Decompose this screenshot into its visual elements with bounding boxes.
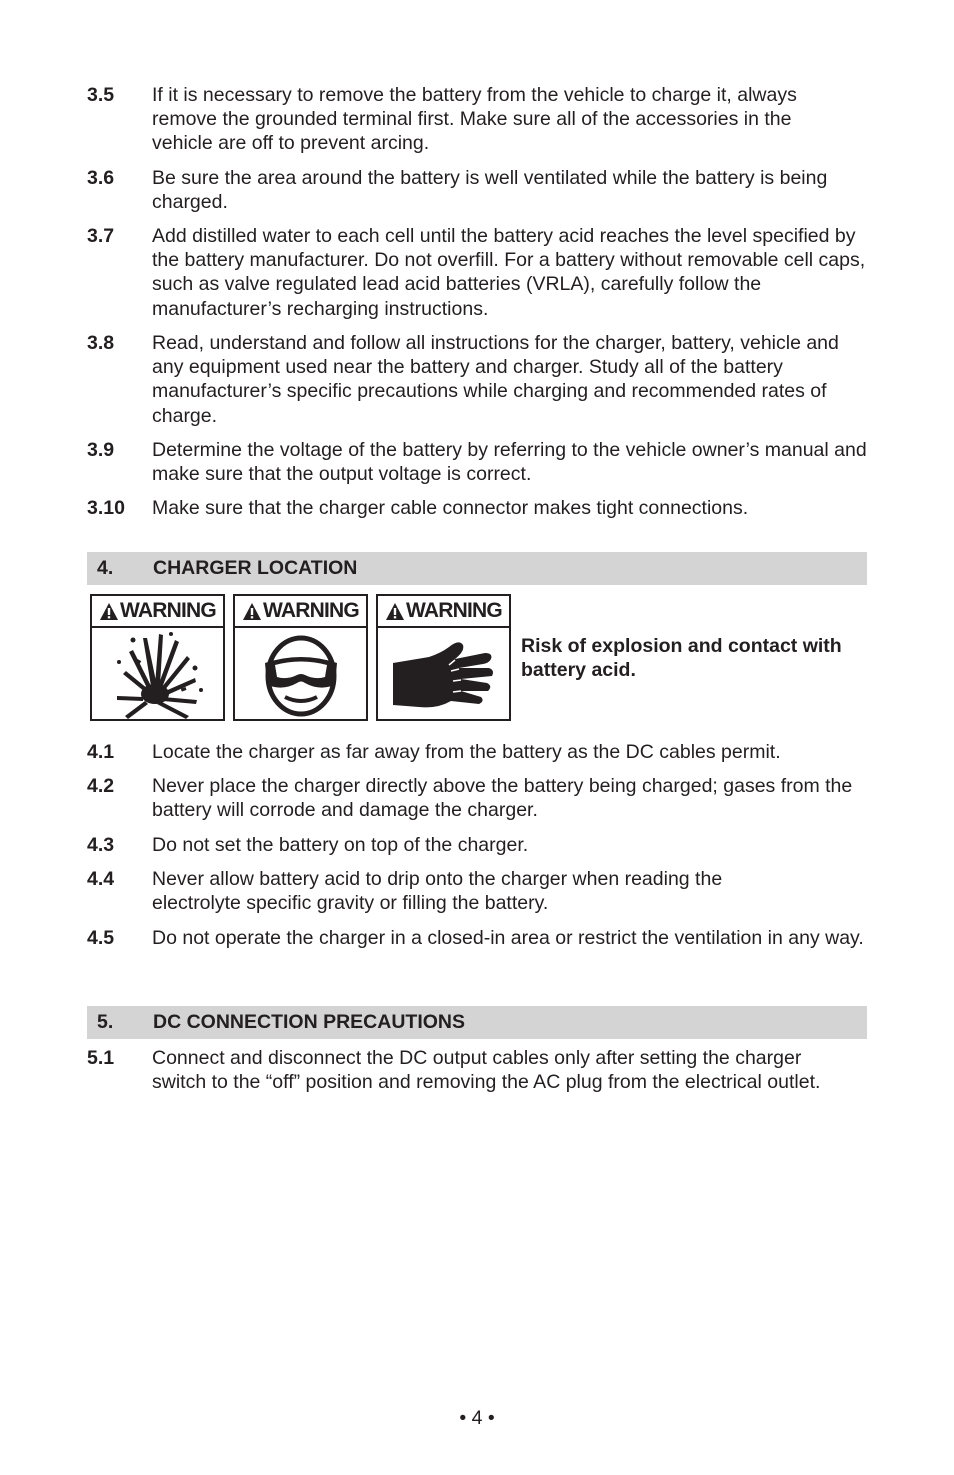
list-item [87, 83, 867, 156]
item-text: Make sure that the charger cable connector makes tight connections. [152, 497, 749, 519]
list-item [87, 224, 867, 321]
warning-triangle-icon [242, 602, 262, 621]
item-text: Be sure the area around the battery is well ventilated while the battery is being charged. [152, 167, 828, 214]
risk-statement: Risk of explosion and contact with battery acid. [521, 635, 842, 681]
warning-label-explosion [90, 594, 225, 721]
section-title: DC CONNECTION PRECAUTIONS [153, 1011, 466, 1033]
item-number: 4.4 [87, 868, 115, 890]
warning-header [378, 596, 509, 628]
list-item [87, 774, 867, 822]
section-number: 4. [97, 557, 114, 579]
section-header-charger-location [87, 552, 867, 585]
warning-header [235, 596, 366, 628]
item-text: Read, understand and follow all instructions for the charger, battery, vehicle and any equipment used near the battery and charger. Study all of the battery manufacturer’s specific precautions while charging and recommended rates of charge. [152, 332, 839, 427]
item-number: 3.10 [87, 497, 125, 519]
item-number: 3.7 [87, 225, 115, 247]
item-number: 3.6 [87, 167, 115, 189]
item-text: Do not set the battery on top of the charger. [152, 834, 529, 856]
item-number: 3.5 [87, 84, 115, 106]
page-number: • 4 • [459, 1407, 495, 1429]
item-text: If it is necessary to remove the battery from the vehicle to charge it, always remove the grounded terminal first. Make sure all of the accessories in the vehicle are off to prevent arcing. [152, 84, 797, 155]
item-text: Add distilled water to each cell until the battery acid reaches the level specified by the battery manufacturer. Do not overfill. For a battery without removable cell caps, such as valve regulated lead acid batteries (VRLA), carefully follow the manufacturer’s recharging instructions. [152, 225, 866, 320]
goggles-icon [259, 633, 343, 717]
item-number: 3.8 [87, 332, 115, 354]
item-text: Never allow battery acid to drip onto the charger when reading the electrolyte specific gravity or filling the battery. [152, 868, 723, 915]
item-text: Connect and disconnect the DC output cables only after setting the charger switch to the “off” position and removing the AC plug from the electrical outlet. [152, 1047, 821, 1094]
explosion-icon [103, 630, 213, 720]
glove-icon [389, 635, 499, 715]
section-header-dc-connection [87, 1006, 867, 1039]
list-item [87, 833, 867, 857]
item-number: 4.2 [87, 775, 115, 797]
warning-triangle-icon [385, 602, 405, 621]
list-item [87, 438, 867, 486]
list-item [87, 331, 867, 428]
warning-text: WARNING [263, 599, 359, 622]
item-text: Do not operate the charger in a closed-in area or restrict the ventilation in any way. [152, 927, 864, 949]
warning-triangle-icon [99, 602, 119, 621]
item-text: Locate the charger as far away from the battery as the DC cables permit. [152, 741, 781, 763]
item-number: 4.5 [87, 927, 115, 949]
warning-text: WARNING [120, 599, 216, 622]
list-item [87, 1046, 867, 1094]
item-text: Never place the charger directly above the battery being charged; gases from the battery will corrode and damage the charger. [152, 775, 853, 822]
list-item [87, 926, 867, 950]
warning-label-eye-protection [233, 594, 368, 721]
list-item [87, 496, 867, 520]
item-text: Determine the voltage of the battery by referring to the vehicle owner’s manual and make sure that the output voltage is correct. [152, 439, 867, 486]
section-title: CHARGER LOCATION [153, 557, 358, 579]
warning-text: WARNING [406, 599, 502, 622]
item-number: 4.3 [87, 834, 115, 856]
list-item [87, 867, 867, 915]
warning-header [92, 596, 223, 628]
item-number: 5.1 [87, 1047, 115, 1069]
list-item [87, 740, 867, 764]
section-number: 5. [97, 1011, 114, 1033]
list-item [87, 166, 867, 214]
warning-label-hand-protection [376, 594, 511, 721]
item-number: 3.9 [87, 439, 115, 461]
item-number: 4.1 [87, 741, 115, 763]
